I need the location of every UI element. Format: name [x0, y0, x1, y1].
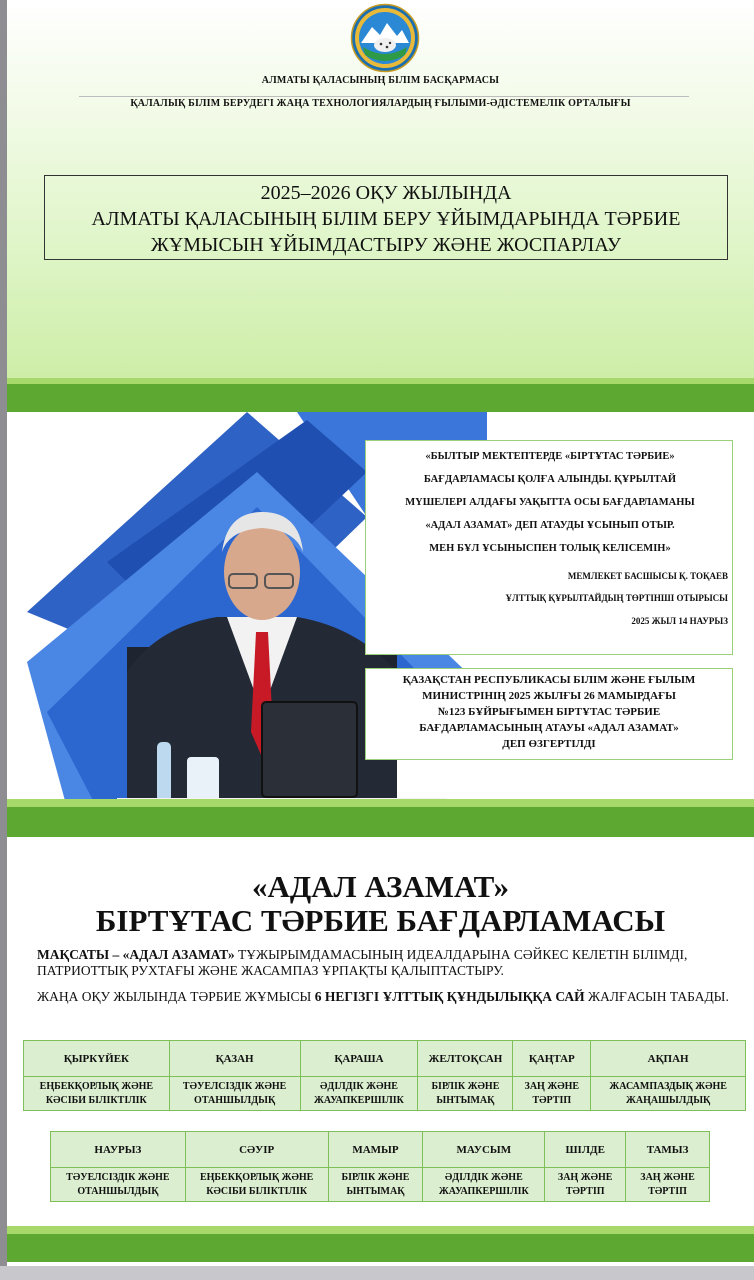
value-cell: ЕҢБЕКҚОРЛЫҚ ЖӘНЕ КӘСІБИ БІЛІКТІЛІК [185, 1168, 328, 1202]
value-cell: ТӘУЕЛСІЗДІК ЖӘНЕ ОТАНШЫЛДЫҚ [169, 1077, 300, 1111]
order-box [365, 668, 733, 760]
value-cell: БІРЛІК ЖӘНЕ ЫНТЫМАҚ [418, 1077, 513, 1111]
month-cell: ҚЫРКҮЙЕК [24, 1041, 170, 1077]
month-cell: МАУСЫМ [423, 1132, 545, 1168]
header-divider [79, 96, 689, 97]
quote-line: МЕН БҰЛ ҰСЫНЫСПЕН ТОЛЫҚ КЕЛІСЕМІН» [429, 543, 671, 554]
program-slide [7, 837, 754, 1266]
quote-line: МҮШЕЛЕРІ АЛДАҒЫ УАҚЫТТА ОСЫ БАҒДАРЛАМАНЫ [405, 497, 695, 508]
value-cell: ЗАҢ ЖӘНЕ ТӘРТІП [513, 1077, 591, 1111]
program-subtitle: БІРТҰТАС ТӘРБИЕ БАҒДАРЛАМАСЫ [95, 903, 666, 938]
order-line: ДЕП ӨЗГЕРТІЛДІ [502, 738, 596, 750]
value-cell: ТӘУЕЛСІЗДІК ЖӘНЕ ОТАНШЫЛДЫҚ [51, 1168, 186, 1202]
goal-text: ТҰЖЫРЫМДАМАСЫНЫҢ ИДЕАЛДАРЫНА СӘЙКЕС КЕЛЕТІН БІЛІМДІ, ПАТРИОТТЫҚ РУХТАҒЫ ЖӘНЕ ЖАСАМПАЗ ҰРПАҚТЫ ҚАЛЫПТАСТЫРУ. [37, 947, 688, 978]
quote-date: 2025 ЖЫЛ 14 НАУРЫЗ [631, 616, 728, 626]
value-cell: ЗАҢ ЖӘНЕ ТӘРТІП [626, 1168, 710, 1202]
green-band-light [7, 1226, 754, 1234]
document-title-line: АЛМАТЫ ҚАЛАСЫНЫҢ БІЛІМ БЕРУ ҰЙЫМДАРЫНДА ТӘРБИЕ [91, 208, 681, 230]
green-band [7, 1234, 754, 1262]
months-table-2 [50, 1131, 710, 1202]
program-title: «АДАЛ АЗАМАТ» [251, 869, 510, 904]
document-title-line: 2025–2026 ОҚУ ЖЫЛЫНДА [260, 182, 512, 204]
month-cell: НАУРЫЗ [51, 1132, 186, 1168]
value-cell: ӘДІЛДІК ЖӘНЕ ЖАУАПКЕРШІЛІК [423, 1168, 545, 1202]
month-cell: ҚАЗАН [169, 1041, 300, 1077]
month-cell: ҚАҢТАР [513, 1041, 591, 1077]
title-slide [7, 0, 754, 412]
quote-line: БАҒДАРЛАМАСЫ ҚОЛҒА АЛЫНДЫ. ҚҰРЫЛТАЙ [423, 474, 677, 485]
month-cell: ҚАРАША [300, 1041, 418, 1077]
month-cell: ТАМЫЗ [626, 1132, 710, 1168]
order-line: №123 БҰЙРЫҒЫМЕН БІРТҰТАС ТӘРБИЕ [437, 706, 661, 718]
green-band [7, 384, 754, 412]
value-cell: ЕҢБЕКҚОРЛЫҚ ЖӘНЕ КӘСІБИ БІЛІКТІЛІК [24, 1077, 170, 1111]
goal-label: МАҚСАТЫ – «АДАЛ АЗАМАТ» [37, 947, 235, 962]
program-values [37, 989, 737, 1005]
org-name-line2: ҚАЛАЛЫҚ БІЛІМ БЕРУДЕГІ ЖАҢА ТЕХНОЛОГИЯЛАРДЫҢ ҒЫЛЫМИ-ӘДІСТЕМЕЛІК ОРТАЛЫҒЫ [130, 98, 631, 109]
quote-event: ҰЛТТЫҚ ҚҰРЫЛТАЙДЫҢ ТӨРТІНШІ ОТЫРЫСЫ [505, 593, 728, 603]
org-name-line1: АЛМАТЫ ҚАЛАСЫНЫҢ БІЛІМ БАСҚАРМАСЫ [261, 75, 500, 86]
month-cell: АҚПАН [591, 1041, 746, 1077]
months-table-1 [23, 1040, 746, 1111]
quote-author: МЕМЛЕКЕТ БАСШЫСЫ Қ. ТОҚАЕВ [567, 571, 728, 581]
quote-text [366, 445, 734, 560]
month-cell: ЖЕЛТОҚСАН [418, 1041, 513, 1077]
value-cell: ЖАСАМПАЗДЫҚ ЖӘНЕ ЖАҢАШЫЛДЫҚ [591, 1077, 746, 1111]
quote-slide [7, 412, 754, 808]
document-title-line: ЖҰМЫСЫН ҰЙЫМДАСТЫРУ ЖӘНЕ ЖОСПАРЛАУ [150, 234, 622, 256]
order-line: БАҒДАРЛАМАСЫНЫҢ АТАУЫ «АДАЛ АЗАМАТ» [419, 722, 679, 734]
month-cell: СӘУІР [185, 1132, 328, 1168]
values-end: ЖАЛҒАСЫН ТАБАДЫ. [584, 989, 729, 1004]
program-goal [37, 947, 737, 979]
values-intro: ЖАҢА ОҚУ ЖЫЛЫНДА ТӘРБИЕ ЖҰМЫСЫ [37, 989, 315, 1004]
page-frame-bottom [0, 1266, 754, 1280]
green-band [7, 807, 754, 837]
order-line: МИНИСТРІНІҢ 2025 ЖЫЛҒЫ 26 МАМЫРДАҒЫ [422, 690, 676, 702]
month-cell: МАМЫР [328, 1132, 423, 1168]
values-bold: 6 НЕГІЗГІ ҰЛТТЫҚ ҚҰНДЫЛЫҚҚА САЙ [314, 989, 585, 1004]
document-title-box [44, 175, 728, 260]
value-cell: ӘДІЛДІК ЖӘНЕ ЖАУАПКЕРШІЛІК [300, 1077, 418, 1111]
page-frame-left [0, 0, 7, 1280]
quote-line: «БЫЛТЫР МЕКТЕПТЕРДЕ «БІРТҰТАС ТӘРБИЕ» [425, 451, 675, 462]
green-band-light [7, 799, 754, 807]
value-cell: БІРЛІК ЖӘНЕ ЫНТЫМАҚ [328, 1168, 423, 1202]
quote-line: «АДАЛ АЗАМАТ» ДЕП АТАУДЫ ҰСЫНЫП ОТЫР. [425, 520, 675, 531]
value-cell: ЗАҢ ЖӘНЕ ТӘРТІП [545, 1168, 626, 1202]
almaty-emblem-icon [350, 3, 420, 73]
quote-box [365, 440, 733, 655]
month-cell: ШІЛДЕ [545, 1132, 626, 1168]
order-line: ҚАЗАҚСТАН РЕСПУБЛИКАСЫ БІЛІМ ЖӘНЕ ҒЫЛЫМ [402, 674, 696, 686]
